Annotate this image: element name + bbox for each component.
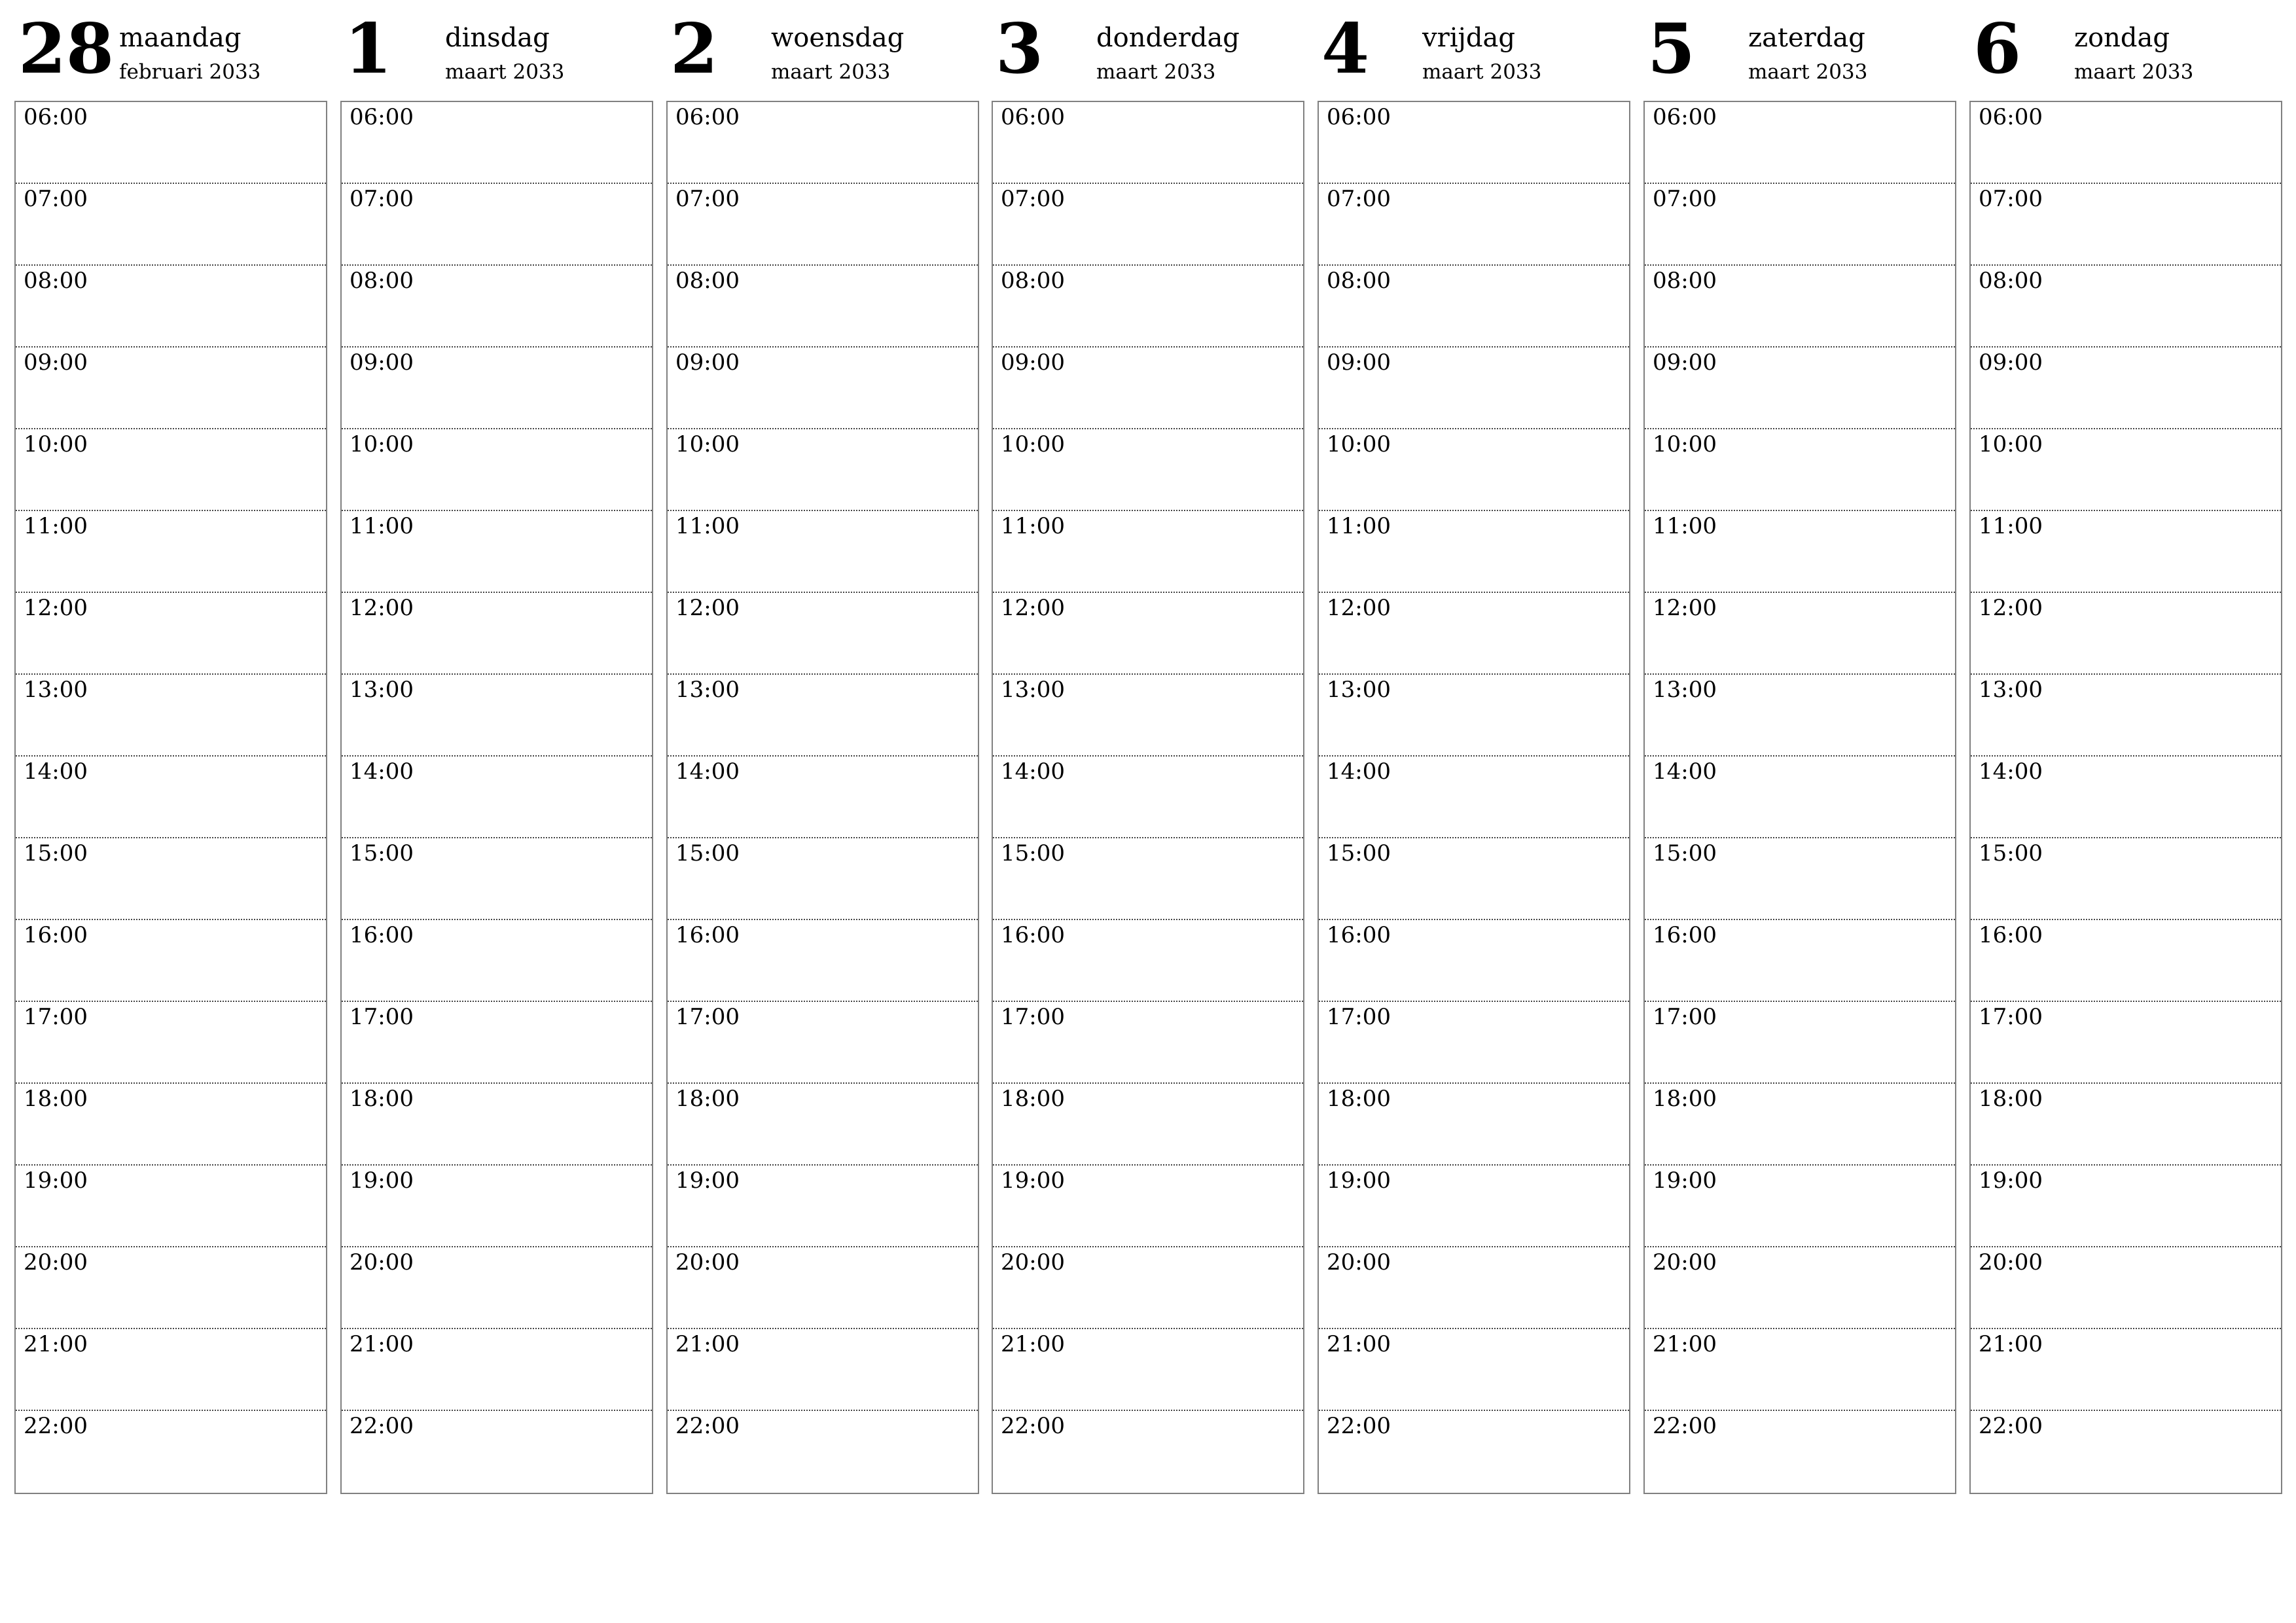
hour-label: 22:00 bbox=[1653, 1413, 1717, 1439]
hour-label: 20:00 bbox=[350, 1249, 414, 1275]
hour-label: 11:00 bbox=[1653, 513, 1717, 539]
hour-label: 22:00 bbox=[675, 1413, 740, 1439]
hour-label: 09:00 bbox=[1979, 349, 2043, 376]
hour-label: 07:00 bbox=[675, 186, 740, 212]
hour-label: 06:00 bbox=[1979, 104, 2043, 130]
hour-label: 07:00 bbox=[24, 186, 88, 212]
hour-slot[interactable] bbox=[1319, 757, 1629, 838]
hour-slot[interactable] bbox=[1645, 593, 1955, 675]
hour-slot[interactable] bbox=[16, 1166, 326, 1247]
hour-slot[interactable] bbox=[1645, 266, 1955, 348]
hour-slot[interactable] bbox=[668, 184, 978, 266]
day-name: vrijdag bbox=[1422, 23, 1515, 53]
hour-slot[interactable] bbox=[993, 1002, 1303, 1084]
hour-label: 12:00 bbox=[1327, 595, 1391, 621]
hour-slot[interactable] bbox=[342, 1329, 652, 1411]
hour-label: 17:00 bbox=[350, 1004, 414, 1030]
day-number: 28 bbox=[18, 8, 115, 89]
hour-label: 18:00 bbox=[675, 1086, 740, 1112]
hour-slot[interactable] bbox=[342, 184, 652, 266]
hour-label: 15:00 bbox=[675, 840, 740, 866]
day-number: 6 bbox=[1973, 8, 2022, 89]
hour-slot[interactable] bbox=[1645, 429, 1955, 511]
hour-slot[interactable] bbox=[1971, 511, 2281, 593]
hour-label: 15:00 bbox=[350, 840, 414, 866]
hour-label: 20:00 bbox=[1327, 1249, 1391, 1275]
hour-slot[interactable] bbox=[1645, 1247, 1955, 1329]
hour-slot[interactable] bbox=[1645, 838, 1955, 920]
hour-label: 19:00 bbox=[24, 1168, 88, 1194]
day-number: 4 bbox=[1321, 8, 1370, 89]
hour-slot[interactable] bbox=[342, 675, 652, 757]
hour-label: 07:00 bbox=[1979, 186, 2043, 212]
hour-label: 10:00 bbox=[350, 431, 414, 457]
hour-label: 22:00 bbox=[1327, 1413, 1391, 1439]
day-schedule-box bbox=[992, 101, 1304, 1494]
hour-label: 17:00 bbox=[675, 1004, 740, 1030]
hour-slot[interactable] bbox=[668, 348, 978, 429]
hour-label: 11:00 bbox=[24, 513, 88, 539]
hour-label: 16:00 bbox=[675, 922, 740, 948]
hour-label: 20:00 bbox=[675, 1249, 740, 1275]
hour-label: 15:00 bbox=[1327, 840, 1391, 866]
hour-slot[interactable] bbox=[16, 1329, 326, 1411]
hour-slot[interactable] bbox=[342, 1002, 652, 1084]
hour-slot[interactable] bbox=[342, 1411, 652, 1493]
hour-slot[interactable] bbox=[668, 1166, 978, 1247]
day-column bbox=[14, 0, 327, 1499]
hour-slot[interactable] bbox=[1319, 1411, 1629, 1493]
hour-label: 14:00 bbox=[1327, 758, 1391, 785]
hour-slot[interactable] bbox=[342, 102, 652, 184]
day-column bbox=[666, 0, 979, 1499]
day-column bbox=[340, 0, 653, 1499]
hour-label: 14:00 bbox=[1979, 758, 2043, 785]
hour-slot[interactable] bbox=[342, 511, 652, 593]
day-schedule-box bbox=[1643, 101, 1956, 1494]
hour-label: 06:00 bbox=[350, 104, 414, 130]
hour-slot[interactable] bbox=[993, 920, 1303, 1002]
hour-label: 08:00 bbox=[1653, 268, 1717, 294]
hour-slot[interactable] bbox=[1645, 348, 1955, 429]
hour-slot[interactable] bbox=[1645, 1084, 1955, 1166]
hour-slot[interactable] bbox=[1971, 593, 2281, 675]
day-header bbox=[992, 0, 1304, 98]
hour-slot[interactable] bbox=[1971, 184, 2281, 266]
hour-slot[interactable] bbox=[1971, 838, 2281, 920]
hour-slot[interactable] bbox=[1971, 429, 2281, 511]
hour-label: 14:00 bbox=[1001, 758, 1065, 785]
hour-slot[interactable] bbox=[342, 429, 652, 511]
hour-slot[interactable] bbox=[1319, 838, 1629, 920]
hour-slot[interactable] bbox=[668, 675, 978, 757]
hour-label: 14:00 bbox=[675, 758, 740, 785]
hour-label: 11:00 bbox=[350, 513, 414, 539]
hour-label: 17:00 bbox=[1653, 1004, 1717, 1030]
hour-label: 10:00 bbox=[1979, 431, 2043, 457]
day-schedule-box bbox=[14, 101, 327, 1494]
hour-label: 19:00 bbox=[1979, 1168, 2043, 1194]
hour-label: 15:00 bbox=[24, 840, 88, 866]
hour-slot[interactable] bbox=[342, 1166, 652, 1247]
hour-slot[interactable] bbox=[668, 102, 978, 184]
hour-slot[interactable] bbox=[342, 757, 652, 838]
hour-label: 08:00 bbox=[24, 268, 88, 294]
hour-label: 14:00 bbox=[24, 758, 88, 785]
hour-label: 19:00 bbox=[1327, 1168, 1391, 1194]
hour-label: 10:00 bbox=[24, 431, 88, 457]
hour-label: 20:00 bbox=[24, 1249, 88, 1275]
hour-slot[interactable] bbox=[342, 1247, 652, 1329]
hour-slot[interactable] bbox=[1971, 1329, 2281, 1411]
hour-label: 18:00 bbox=[1001, 1086, 1065, 1112]
hour-label: 13:00 bbox=[1979, 677, 2043, 703]
hour-label: 09:00 bbox=[1653, 349, 1717, 376]
hour-label: 20:00 bbox=[1001, 1249, 1065, 1275]
hour-slot[interactable] bbox=[668, 838, 978, 920]
day-number: 5 bbox=[1647, 8, 1696, 89]
hour-label: 18:00 bbox=[1653, 1086, 1717, 1112]
hour-slot[interactable] bbox=[16, 511, 326, 593]
hour-slot[interactable] bbox=[1971, 1166, 2281, 1247]
hour-label: 17:00 bbox=[1327, 1004, 1391, 1030]
hour-label: 07:00 bbox=[350, 186, 414, 212]
hour-label: 12:00 bbox=[1979, 595, 2043, 621]
hour-slot[interactable] bbox=[1971, 675, 2281, 757]
hour-label: 15:00 bbox=[1979, 840, 2043, 866]
hour-slot[interactable] bbox=[1645, 920, 1955, 1002]
hour-label: 10:00 bbox=[1327, 431, 1391, 457]
day-number: 2 bbox=[670, 8, 719, 89]
day-column bbox=[1318, 0, 1630, 1499]
hour-label: 22:00 bbox=[350, 1413, 414, 1439]
hour-label: 14:00 bbox=[350, 758, 414, 785]
day-name: woensdag bbox=[771, 23, 905, 53]
day-name: donderdag bbox=[1096, 23, 1240, 53]
hour-label: 20:00 bbox=[1653, 1249, 1717, 1275]
hour-label: 16:00 bbox=[1001, 922, 1065, 948]
hour-label: 09:00 bbox=[675, 349, 740, 376]
hour-slot[interactable] bbox=[1645, 675, 1955, 757]
day-column bbox=[1969, 0, 2282, 1499]
hour-slot[interactable] bbox=[993, 1084, 1303, 1166]
hour-slot[interactable] bbox=[16, 1247, 326, 1329]
hour-label: 15:00 bbox=[1653, 840, 1717, 866]
hour-slot[interactable] bbox=[993, 266, 1303, 348]
hour-slot[interactable] bbox=[1971, 1002, 2281, 1084]
hour-label: 13:00 bbox=[675, 677, 740, 703]
hour-label: 22:00 bbox=[1001, 1413, 1065, 1439]
hour-slot[interactable] bbox=[1319, 266, 1629, 348]
hour-label: 16:00 bbox=[24, 922, 88, 948]
day-header bbox=[14, 0, 327, 98]
hour-label: 08:00 bbox=[1327, 268, 1391, 294]
hour-label: 16:00 bbox=[1653, 922, 1717, 948]
hour-label: 06:00 bbox=[1653, 104, 1717, 130]
day-header bbox=[1318, 0, 1630, 98]
hour-slot[interactable] bbox=[993, 1411, 1303, 1493]
hour-slot[interactable] bbox=[993, 429, 1303, 511]
hour-label: 13:00 bbox=[1001, 677, 1065, 703]
month-year: maart 2033 bbox=[1096, 60, 1216, 84]
hour-label: 12:00 bbox=[1653, 595, 1717, 621]
hour-slot[interactable] bbox=[16, 757, 326, 838]
hour-slot[interactable] bbox=[342, 348, 652, 429]
hour-label: 18:00 bbox=[350, 1086, 414, 1112]
hour-slot[interactable] bbox=[342, 1084, 652, 1166]
hour-label: 08:00 bbox=[1001, 268, 1065, 294]
hour-slot[interactable] bbox=[16, 593, 326, 675]
hour-label: 07:00 bbox=[1653, 186, 1717, 212]
hour-slot[interactable] bbox=[1645, 184, 1955, 266]
hour-slot[interactable] bbox=[668, 593, 978, 675]
hour-slot[interactable] bbox=[16, 675, 326, 757]
hour-label: 07:00 bbox=[1001, 186, 1065, 212]
hour-label: 08:00 bbox=[675, 268, 740, 294]
hour-slot[interactable] bbox=[993, 348, 1303, 429]
hour-slot[interactable] bbox=[668, 1247, 978, 1329]
hour-slot[interactable] bbox=[16, 429, 326, 511]
hour-slot[interactable] bbox=[668, 920, 978, 1002]
day-header bbox=[666, 0, 979, 98]
hour-slot[interactable] bbox=[1971, 1084, 2281, 1166]
hour-label: 06:00 bbox=[24, 104, 88, 130]
hour-label: 06:00 bbox=[1327, 104, 1391, 130]
hour-label: 16:00 bbox=[350, 922, 414, 948]
hour-label: 19:00 bbox=[350, 1168, 414, 1194]
hour-label: 21:00 bbox=[1653, 1331, 1717, 1357]
hour-slot[interactable] bbox=[16, 1084, 326, 1166]
day-header bbox=[340, 0, 653, 98]
hour-slot[interactable] bbox=[993, 102, 1303, 184]
day-schedule-box bbox=[1969, 101, 2282, 1494]
hour-label: 15:00 bbox=[1001, 840, 1065, 866]
day-name: zaterdag bbox=[1748, 23, 1865, 53]
hour-label: 13:00 bbox=[1327, 677, 1391, 703]
hour-label: 08:00 bbox=[350, 268, 414, 294]
hour-label: 11:00 bbox=[675, 513, 740, 539]
hour-label: 22:00 bbox=[24, 1413, 88, 1439]
hour-label: 14:00 bbox=[1653, 758, 1717, 785]
hour-label: 08:00 bbox=[1979, 268, 2043, 294]
hour-slot[interactable] bbox=[668, 1002, 978, 1084]
hour-label: 09:00 bbox=[350, 349, 414, 376]
hour-label: 21:00 bbox=[1001, 1331, 1065, 1357]
hour-slot[interactable] bbox=[16, 1411, 326, 1493]
hour-label: 21:00 bbox=[24, 1331, 88, 1357]
hour-slot[interactable] bbox=[1971, 266, 2281, 348]
hour-label: 11:00 bbox=[1001, 513, 1065, 539]
hour-slot[interactable] bbox=[1319, 593, 1629, 675]
hour-slot[interactable] bbox=[1319, 429, 1629, 511]
hour-slot[interactable] bbox=[993, 593, 1303, 675]
hour-slot[interactable] bbox=[993, 1166, 1303, 1247]
hour-slot[interactable] bbox=[16, 102, 326, 184]
hour-slot[interactable] bbox=[1645, 1329, 1955, 1411]
hour-slot[interactable] bbox=[1971, 1411, 2281, 1493]
hour-slot[interactable] bbox=[1319, 348, 1629, 429]
hour-label: 19:00 bbox=[675, 1168, 740, 1194]
hour-label: 13:00 bbox=[1653, 677, 1717, 703]
day-header bbox=[1969, 0, 2282, 98]
hour-label: 21:00 bbox=[350, 1331, 414, 1357]
hour-label: 21:00 bbox=[1327, 1331, 1391, 1357]
hour-label: 12:00 bbox=[24, 595, 88, 621]
day-column bbox=[1643, 0, 1956, 1499]
hour-slot[interactable] bbox=[668, 511, 978, 593]
hour-label: 17:00 bbox=[1001, 1004, 1065, 1030]
hour-label: 13:00 bbox=[350, 677, 414, 703]
hour-slot[interactable] bbox=[342, 920, 652, 1002]
hour-slot[interactable] bbox=[1319, 184, 1629, 266]
hour-slot[interactable] bbox=[993, 511, 1303, 593]
hour-slot[interactable] bbox=[1319, 1329, 1629, 1411]
hour-label: 06:00 bbox=[1001, 104, 1065, 130]
day-schedule-box bbox=[1318, 101, 1630, 1494]
day-number: 3 bbox=[996, 8, 1044, 89]
hour-slot[interactable] bbox=[16, 266, 326, 348]
hour-slot[interactable] bbox=[1319, 1166, 1629, 1247]
month-year: februari 2033 bbox=[119, 60, 261, 84]
day-schedule-box bbox=[666, 101, 979, 1494]
month-year: maart 2033 bbox=[1748, 60, 1868, 84]
hour-slot[interactable] bbox=[1319, 675, 1629, 757]
hour-label: 22:00 bbox=[1979, 1413, 2043, 1439]
hour-slot[interactable] bbox=[993, 1247, 1303, 1329]
month-year: maart 2033 bbox=[445, 60, 565, 84]
hour-label: 12:00 bbox=[350, 595, 414, 621]
hour-label: 10:00 bbox=[1653, 431, 1717, 457]
hour-label: 20:00 bbox=[1979, 1249, 2043, 1275]
hour-slot[interactable] bbox=[993, 675, 1303, 757]
hour-label: 16:00 bbox=[1327, 922, 1391, 948]
hour-slot[interactable] bbox=[1319, 920, 1629, 1002]
hour-label: 18:00 bbox=[24, 1086, 88, 1112]
month-year: maart 2033 bbox=[1422, 60, 1542, 84]
day-name: zondag bbox=[2074, 23, 2170, 53]
hour-slot[interactable] bbox=[1319, 1084, 1629, 1166]
hour-label: 19:00 bbox=[1653, 1168, 1717, 1194]
hour-label: 09:00 bbox=[1001, 349, 1065, 376]
day-number: 1 bbox=[344, 8, 393, 89]
hour-label: 07:00 bbox=[1327, 186, 1391, 212]
day-header bbox=[1643, 0, 1956, 98]
hour-label: 16:00 bbox=[1979, 922, 2043, 948]
hour-slot[interactable] bbox=[1971, 102, 2281, 184]
hour-slot[interactable] bbox=[668, 757, 978, 838]
hour-label: 11:00 bbox=[1327, 513, 1391, 539]
hour-slot[interactable] bbox=[1971, 1247, 2281, 1329]
hour-slot[interactable] bbox=[16, 920, 326, 1002]
hour-slot[interactable] bbox=[1645, 511, 1955, 593]
hour-label: 13:00 bbox=[24, 677, 88, 703]
hour-slot[interactable] bbox=[16, 348, 326, 429]
day-column bbox=[992, 0, 1304, 1499]
hour-slot[interactable] bbox=[1645, 102, 1955, 184]
hour-slot[interactable] bbox=[342, 593, 652, 675]
hour-slot[interactable] bbox=[993, 757, 1303, 838]
hour-label: 18:00 bbox=[1979, 1086, 2043, 1112]
hour-slot[interactable] bbox=[668, 1084, 978, 1166]
hour-slot[interactable] bbox=[1645, 757, 1955, 838]
hour-label: 09:00 bbox=[1327, 349, 1391, 376]
hour-slot[interactable] bbox=[993, 184, 1303, 266]
hour-label: 12:00 bbox=[1001, 595, 1065, 621]
hour-slot[interactable] bbox=[1971, 348, 2281, 429]
hour-slot[interactable] bbox=[1645, 1166, 1955, 1247]
hour-slot[interactable] bbox=[993, 1329, 1303, 1411]
day-schedule-box bbox=[340, 101, 653, 1494]
hour-slot[interactable] bbox=[668, 429, 978, 511]
hour-slot[interactable] bbox=[16, 1002, 326, 1084]
hour-label: 09:00 bbox=[24, 349, 88, 376]
hour-slot[interactable] bbox=[993, 838, 1303, 920]
hour-slot[interactable] bbox=[342, 838, 652, 920]
day-name: dinsdag bbox=[445, 23, 550, 53]
hour-slot[interactable] bbox=[668, 1329, 978, 1411]
hour-label: 12:00 bbox=[675, 595, 740, 621]
hour-slot[interactable] bbox=[16, 838, 326, 920]
hour-label: 21:00 bbox=[675, 1331, 740, 1357]
hour-label: 10:00 bbox=[675, 431, 740, 457]
hour-label: 21:00 bbox=[1979, 1331, 2043, 1357]
hour-label: 06:00 bbox=[675, 104, 740, 130]
hour-slot[interactable] bbox=[1645, 1002, 1955, 1084]
day-name: maandag bbox=[119, 23, 242, 53]
hour-label: 18:00 bbox=[1327, 1086, 1391, 1112]
hour-slot[interactable] bbox=[1319, 511, 1629, 593]
hour-label: 10:00 bbox=[1001, 431, 1065, 457]
hour-slot[interactable] bbox=[668, 266, 978, 348]
hour-slot[interactable] bbox=[1319, 1002, 1629, 1084]
month-year: maart 2033 bbox=[2074, 60, 2194, 84]
hour-label: 17:00 bbox=[24, 1004, 88, 1030]
hour-slot[interactable] bbox=[1319, 102, 1629, 184]
month-year: maart 2033 bbox=[771, 60, 891, 84]
hour-label: 19:00 bbox=[1001, 1168, 1065, 1194]
hour-slot[interactable] bbox=[342, 266, 652, 348]
hour-slot[interactable] bbox=[1971, 920, 2281, 1002]
hour-slot[interactable] bbox=[668, 1411, 978, 1493]
hour-slot[interactable] bbox=[16, 184, 326, 266]
hour-slot[interactable] bbox=[1971, 757, 2281, 838]
hour-slot[interactable] bbox=[1319, 1247, 1629, 1329]
hour-slot[interactable] bbox=[1645, 1411, 1955, 1493]
hour-label: 17:00 bbox=[1979, 1004, 2043, 1030]
hour-label: 11:00 bbox=[1979, 513, 2043, 539]
